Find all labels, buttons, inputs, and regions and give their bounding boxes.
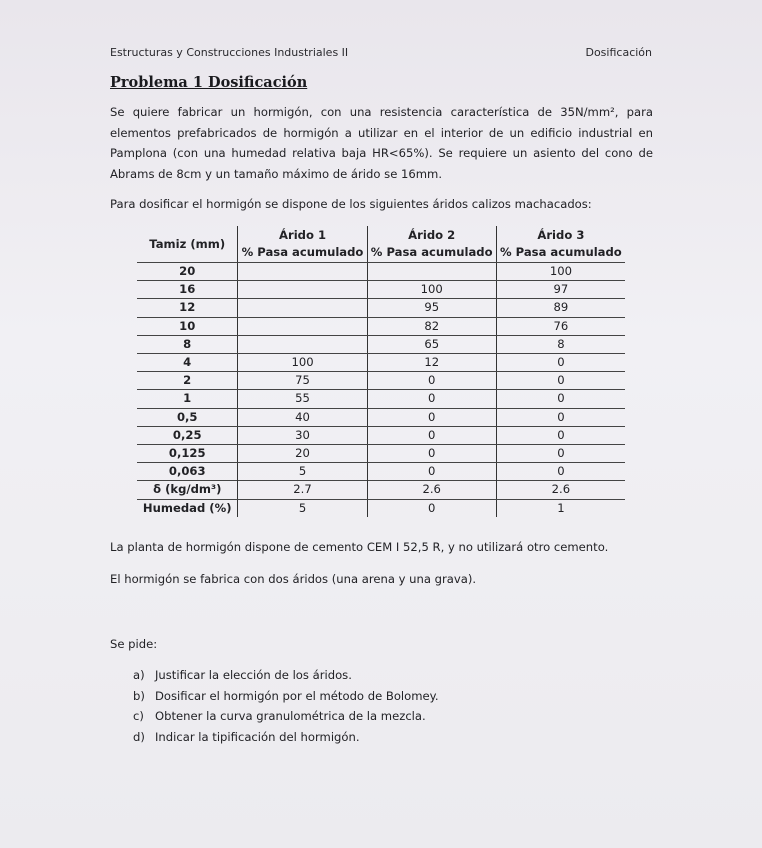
cell-arido-2 (367, 263, 496, 281)
humidity-label: Humedad (%) (142, 500, 232, 515)
list-item-text: Indicar la tipificación del hormigón. (155, 729, 360, 744)
cell-tamiz: 16 (137, 281, 238, 299)
arido-3-sub: % Pasa acumulado (500, 245, 622, 259)
density-arido-3: 2.6 (496, 481, 625, 499)
arido-1-sub: % Pasa acumulado (241, 245, 364, 259)
cell-arido-3: 0 (496, 463, 625, 481)
humidity-arido-2: 0 (367, 499, 496, 517)
table-row (137, 463, 625, 481)
cell-arido-3: 0 (496, 390, 625, 408)
table-row (137, 408, 625, 426)
cell-tamiz: 0,25 (137, 426, 238, 444)
cell-arido-2: 100 (367, 281, 496, 299)
cement-note: La planta de hormigón dispone de cemento CEM I 52,5 R, y no utilizará otro cemento. (110, 540, 609, 554)
cell-arido-1 (238, 335, 367, 353)
aggregates-note: El hormigón se fabrica con dos áridos (una arena y una grava). (110, 572, 477, 586)
table-row (137, 426, 625, 444)
cell-arido-2: 0 (367, 408, 496, 426)
cell-arido-2: 82 (367, 317, 496, 335)
cell-arido-2: 65 (367, 335, 496, 353)
table-row (137, 281, 625, 299)
arido-2-title: Árido 2 (408, 228, 456, 242)
cell-arido-1 (238, 263, 367, 281)
cell-tamiz: 2 (137, 372, 238, 390)
humidity-row (137, 499, 625, 517)
cell-tamiz: 8 (137, 335, 238, 353)
cell-tamiz: 1 (137, 390, 238, 408)
cell-tamiz: 4 (137, 354, 238, 372)
intro-paragraph: Se quiere fabricar un hormigón, con una resistencia característica de 35N/mm², para elementos prefabricados de hormigón a utilizar en el interior de un edificio industrial en Pamplona (con una humedad relativa baja HR<65%). Se requiere un asiento del cono de Abrams de 8cm y un tamaño máximo de árido se 16mm. (110, 105, 653, 181)
list-item (133, 686, 439, 707)
header-section: Dosificación (585, 46, 652, 59)
list-item (133, 665, 439, 686)
table-row (137, 354, 625, 372)
cell-arido-1 (238, 299, 367, 317)
table-row (137, 317, 625, 335)
cell-arido-2: 0 (367, 445, 496, 463)
cell-arido-2: 0 (367, 390, 496, 408)
cell-arido-3: 100 (496, 263, 625, 281)
cell-arido-3: 0 (496, 408, 625, 426)
list-item (133, 706, 439, 727)
table-row (137, 372, 625, 390)
asks-list (133, 665, 439, 747)
cell-arido-3: 76 (496, 317, 625, 335)
table-header-row (137, 226, 625, 263)
header-arido-1 (238, 226, 367, 263)
cell-arido-1: 5 (238, 463, 367, 481)
cell-arido-1: 30 (238, 426, 367, 444)
cell-arido-1: 75 (238, 372, 367, 390)
cell-arido-1: 55 (238, 390, 367, 408)
cell-arido-2: 0 (367, 372, 496, 390)
cell-arido-3: 0 (496, 372, 625, 390)
cell-arido-2: 0 (367, 426, 496, 444)
arido-1-title: Árido 1 (279, 228, 327, 242)
cell-arido-1 (238, 317, 367, 335)
cell-tamiz: 12 (137, 299, 238, 317)
cell-tamiz: 0,063 (168, 464, 206, 479)
list-item-text: Justificar la elección de los áridos. (155, 668, 352, 682)
density-arido-1: 2.7 (238, 481, 367, 499)
list-item-label: b) (133, 688, 145, 703)
cell-arido-3: 89 (496, 299, 625, 317)
cell-arido-1 (238, 281, 367, 299)
cell-arido-2: 95 (367, 299, 496, 317)
list-item-label: a) (133, 668, 145, 682)
cell-arido-3: 0 (496, 354, 625, 372)
cell-arido-3: 0 (496, 426, 625, 444)
list-item-label: c) (133, 709, 144, 723)
header-course: Estructuras y Construcciones Industriales II (110, 46, 349, 59)
density-label: δ (kg/dm³) (137, 481, 238, 499)
asks-label: Se pide: (110, 637, 158, 651)
list-item-label: d) (133, 729, 145, 744)
cell-arido-1: 40 (238, 408, 367, 426)
cell-arido-1: 20 (238, 445, 367, 463)
table-intro-paragraph: Para dosificar el hormigón se dispone de los siguientes áridos calizos machacados: (110, 197, 592, 211)
cell-tamiz: 0,5 (137, 408, 238, 426)
cell-arido-3: 8 (496, 335, 625, 353)
arido-2-sub: % Pasa acumulado (370, 245, 493, 259)
header-tamiz: Tamiz (mm) (137, 226, 238, 263)
cell-arido-2: 0 (367, 463, 496, 481)
granulometry-table (137, 226, 625, 517)
list-item (133, 727, 439, 748)
cell-tamiz: 0,125 (137, 445, 238, 463)
header-arido-2 (367, 226, 496, 263)
cell-tamiz: 20 (137, 263, 238, 281)
cell-arido-2: 12 (367, 354, 496, 372)
header-arido-3 (496, 226, 625, 263)
table-row (137, 299, 625, 317)
table-row (137, 335, 625, 353)
list-item-text: Obtener la curva granulométrica de la mezcla. (155, 709, 426, 723)
arido-3-title: Árido 3 (537, 228, 585, 242)
humidity-arido-3: 1 (496, 499, 625, 517)
list-item-text: Dosificar el hormigón por el método de Bolomey. (155, 688, 439, 703)
cell-arido-1: 100 (238, 354, 367, 372)
table-row (137, 390, 625, 408)
table-row (137, 445, 625, 463)
cell-tamiz: 10 (137, 317, 238, 335)
cell-arido-3: 0 (496, 445, 625, 463)
density-arido-2: 2.6 (367, 481, 496, 499)
humidity-arido-1: 5 (238, 499, 367, 517)
cell-arido-3: 97 (496, 281, 625, 299)
density-row (137, 481, 625, 499)
table-row (137, 263, 625, 281)
problem-title: Problema 1 Dosificación (110, 74, 308, 91)
